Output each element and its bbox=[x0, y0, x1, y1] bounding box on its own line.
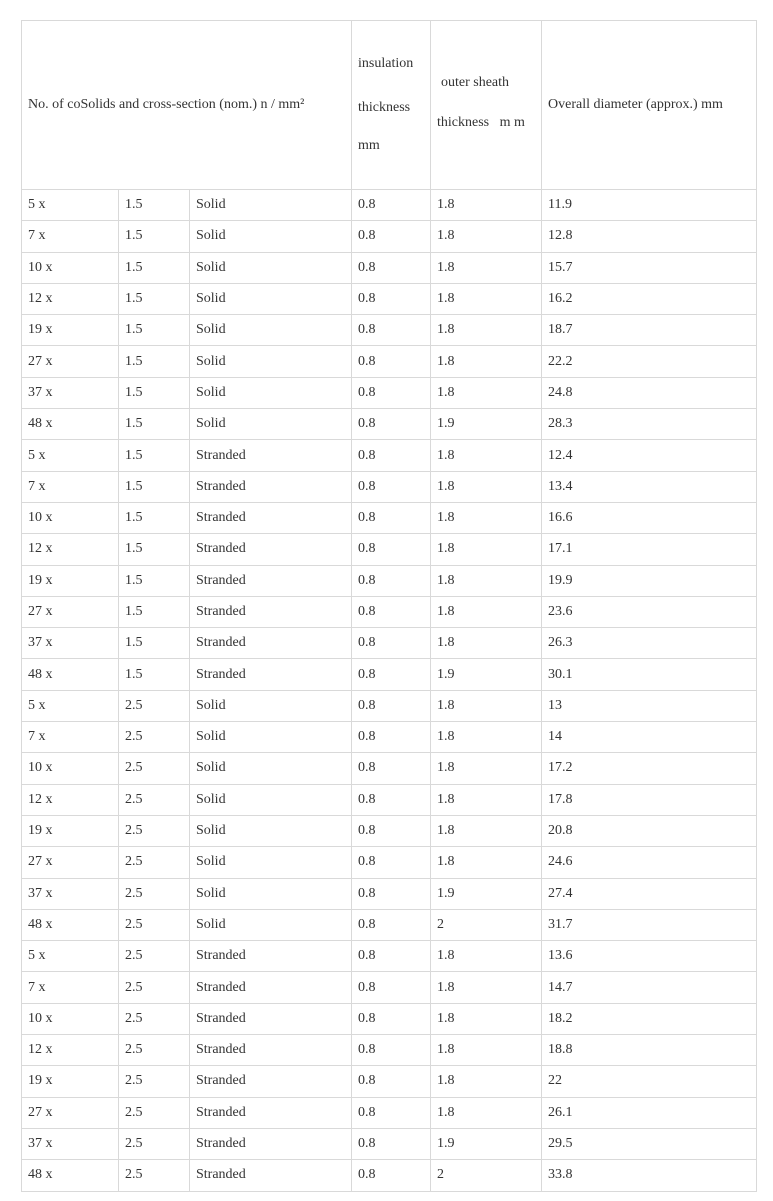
cell-conductor-type: Stranded bbox=[190, 565, 352, 596]
cell-conductor-type: Stranded bbox=[190, 659, 352, 690]
cell-conductor-type: Stranded bbox=[190, 534, 352, 565]
table-row bbox=[22, 1097, 757, 1128]
cell-sheath: 1.8 bbox=[431, 628, 542, 659]
header-cores-cross-section bbox=[22, 21, 352, 190]
cell-insulation: 0.8 bbox=[352, 1066, 431, 1097]
cell-cross-section: 1.5 bbox=[119, 471, 190, 502]
cell-insulation: 0.8 bbox=[352, 377, 431, 408]
cell-diameter: 27.4 bbox=[542, 878, 757, 909]
cell-conductor-type: Solid bbox=[190, 190, 352, 221]
cell-insulation: 0.8 bbox=[352, 596, 431, 627]
table-row bbox=[22, 409, 757, 440]
cell-cross-section: 1.5 bbox=[119, 346, 190, 377]
cell-conductor-type: Stranded bbox=[190, 471, 352, 502]
cell-insulation: 0.8 bbox=[352, 1160, 431, 1191]
cell-conductor-type: Solid bbox=[190, 722, 352, 753]
cell-diameter: 16.6 bbox=[542, 502, 757, 533]
cell-cross-section: 2.5 bbox=[119, 1097, 190, 1128]
table-row bbox=[22, 502, 757, 533]
cell-diameter: 18.8 bbox=[542, 1035, 757, 1066]
cell-sheath: 1.8 bbox=[431, 315, 542, 346]
cell-cores: 48 x bbox=[22, 1160, 119, 1191]
cell-sheath: 1.8 bbox=[431, 1003, 542, 1034]
cell-cores: 5 x bbox=[22, 190, 119, 221]
cell-cores: 10 x bbox=[22, 502, 119, 533]
cell-conductor-type: Stranded bbox=[190, 1128, 352, 1159]
cell-sheath: 2 bbox=[431, 909, 542, 940]
cell-sheath: 1.8 bbox=[431, 596, 542, 627]
cell-sheath: 1.8 bbox=[431, 190, 542, 221]
cell-conductor-type: Stranded bbox=[190, 972, 352, 1003]
cell-cross-section: 2.5 bbox=[119, 1003, 190, 1034]
table-row bbox=[22, 1066, 757, 1097]
cell-cross-section: 1.5 bbox=[119, 221, 190, 252]
cell-cores: 27 x bbox=[22, 847, 119, 878]
cell-conductor-type: Stranded bbox=[190, 628, 352, 659]
cell-conductor-type: Stranded bbox=[190, 502, 352, 533]
cell-conductor-type: Solid bbox=[190, 252, 352, 283]
cell-insulation: 0.8 bbox=[352, 753, 431, 784]
cell-diameter: 22 bbox=[542, 1066, 757, 1097]
cell-diameter: 23.6 bbox=[542, 596, 757, 627]
cell-conductor-type: Solid bbox=[190, 878, 352, 909]
cell-diameter: 13.6 bbox=[542, 941, 757, 972]
cell-sheath: 1.8 bbox=[431, 753, 542, 784]
cell-sheath: 1.8 bbox=[431, 346, 542, 377]
header-insulation-line3: mm bbox=[358, 138, 380, 153]
cell-cores: 7 x bbox=[22, 221, 119, 252]
cell-cross-section: 1.5 bbox=[119, 502, 190, 533]
cell-diameter: 17.2 bbox=[542, 753, 757, 784]
cell-cores: 37 x bbox=[22, 878, 119, 909]
table-row bbox=[22, 534, 757, 565]
cell-cores: 19 x bbox=[22, 1066, 119, 1097]
cell-cores: 10 x bbox=[22, 1003, 119, 1034]
cell-sheath: 1.8 bbox=[431, 221, 542, 252]
cell-conductor-type: Solid bbox=[190, 753, 352, 784]
cell-cores: 48 x bbox=[22, 659, 119, 690]
cell-cross-section: 2.5 bbox=[119, 847, 190, 878]
cell-insulation: 0.8 bbox=[352, 565, 431, 596]
cell-diameter: 13.4 bbox=[542, 471, 757, 502]
cell-conductor-type: Solid bbox=[190, 909, 352, 940]
cell-insulation: 0.8 bbox=[352, 221, 431, 252]
cell-insulation: 0.8 bbox=[352, 972, 431, 1003]
cell-cross-section: 1.5 bbox=[119, 440, 190, 471]
cell-cores: 7 x bbox=[22, 471, 119, 502]
cell-insulation: 0.8 bbox=[352, 909, 431, 940]
table-row bbox=[22, 628, 757, 659]
cell-cores: 37 x bbox=[22, 377, 119, 408]
cell-sheath: 1.8 bbox=[431, 1097, 542, 1128]
cell-diameter: 26.1 bbox=[542, 1097, 757, 1128]
cell-cores: 5 x bbox=[22, 690, 119, 721]
cell-diameter: 18.7 bbox=[542, 315, 757, 346]
table-row bbox=[22, 221, 757, 252]
cell-diameter: 12.4 bbox=[542, 440, 757, 471]
cell-sheath: 2 bbox=[431, 1160, 542, 1191]
cell-sheath: 1.9 bbox=[431, 878, 542, 909]
cell-diameter: 11.9 bbox=[542, 190, 757, 221]
table-row bbox=[22, 1128, 757, 1159]
table-row bbox=[22, 909, 757, 940]
cell-insulation: 0.8 bbox=[352, 815, 431, 846]
cell-insulation: 0.8 bbox=[352, 440, 431, 471]
cell-cores: 12 x bbox=[22, 1035, 119, 1066]
table-row bbox=[22, 690, 757, 721]
cell-cores: 48 x bbox=[22, 909, 119, 940]
cell-cores: 19 x bbox=[22, 815, 119, 846]
cell-diameter: 13 bbox=[542, 690, 757, 721]
table-row bbox=[22, 315, 757, 346]
cell-cross-section: 1.5 bbox=[119, 659, 190, 690]
cell-sheath: 1.8 bbox=[431, 815, 542, 846]
cell-cores: 37 x bbox=[22, 628, 119, 659]
cell-diameter: 28.3 bbox=[542, 409, 757, 440]
header-overall-diameter bbox=[542, 21, 757, 190]
cell-cores: 12 x bbox=[22, 534, 119, 565]
cell-cores: 12 x bbox=[22, 784, 119, 815]
cell-conductor-type: Stranded bbox=[190, 1097, 352, 1128]
cell-sheath: 1.8 bbox=[431, 534, 542, 565]
cell-diameter: 14 bbox=[542, 722, 757, 753]
cell-diameter: 17.1 bbox=[542, 534, 757, 565]
cell-cross-section: 2.5 bbox=[119, 941, 190, 972]
cell-cross-section: 1.5 bbox=[119, 596, 190, 627]
cell-sheath: 1.8 bbox=[431, 941, 542, 972]
cell-insulation: 0.8 bbox=[352, 784, 431, 815]
cell-sheath: 1.8 bbox=[431, 283, 542, 314]
cell-cores: 5 x bbox=[22, 440, 119, 471]
table-row bbox=[22, 1035, 757, 1066]
cell-cores: 12 x bbox=[22, 283, 119, 314]
cell-insulation: 0.8 bbox=[352, 847, 431, 878]
cell-cross-section: 2.5 bbox=[119, 909, 190, 940]
table-row bbox=[22, 941, 757, 972]
cell-cross-section: 2.5 bbox=[119, 690, 190, 721]
cell-sheath: 1.8 bbox=[431, 1066, 542, 1097]
cell-cores: 10 x bbox=[22, 252, 119, 283]
cell-cross-section: 1.5 bbox=[119, 628, 190, 659]
cell-insulation: 0.8 bbox=[352, 722, 431, 753]
cell-diameter: 14.7 bbox=[542, 972, 757, 1003]
cell-cores: 27 x bbox=[22, 596, 119, 627]
cell-cross-section: 2.5 bbox=[119, 1128, 190, 1159]
table-row bbox=[22, 847, 757, 878]
cell-insulation: 0.8 bbox=[352, 502, 431, 533]
cell-sheath: 1.9 bbox=[431, 1128, 542, 1159]
cell-diameter: 24.6 bbox=[542, 847, 757, 878]
header-outer-sheath-thickness bbox=[431, 21, 542, 190]
cell-sheath: 1.8 bbox=[431, 377, 542, 408]
table-row bbox=[22, 659, 757, 690]
cell-conductor-type: Solid bbox=[190, 847, 352, 878]
table-row bbox=[22, 815, 757, 846]
cell-conductor-type: Stranded bbox=[190, 1035, 352, 1066]
cell-cross-section: 1.5 bbox=[119, 377, 190, 408]
header-sheath-line2: thickness m m bbox=[437, 115, 525, 130]
cell-sheath: 1.8 bbox=[431, 722, 542, 753]
cell-conductor-type: Stranded bbox=[190, 941, 352, 972]
header-insulation-thickness bbox=[352, 21, 431, 190]
cable-spec-table bbox=[21, 20, 757, 1192]
cell-insulation: 0.8 bbox=[352, 252, 431, 283]
cell-cross-section: 2.5 bbox=[119, 1160, 190, 1191]
cell-diameter: 30.1 bbox=[542, 659, 757, 690]
cell-insulation: 0.8 bbox=[352, 1097, 431, 1128]
cell-cross-section: 2.5 bbox=[119, 1035, 190, 1066]
cell-cross-section: 1.5 bbox=[119, 565, 190, 596]
table-row bbox=[22, 190, 757, 221]
cell-insulation: 0.8 bbox=[352, 1003, 431, 1034]
table-row bbox=[22, 1003, 757, 1034]
cell-insulation: 0.8 bbox=[352, 534, 431, 565]
cell-cores: 27 x bbox=[22, 346, 119, 377]
table-row bbox=[22, 722, 757, 753]
cell-diameter: 31.7 bbox=[542, 909, 757, 940]
cell-cross-section: 1.5 bbox=[119, 409, 190, 440]
cell-cores: 27 x bbox=[22, 1097, 119, 1128]
cell-diameter: 26.3 bbox=[542, 628, 757, 659]
cell-insulation: 0.8 bbox=[352, 628, 431, 659]
cell-cores: 7 x bbox=[22, 972, 119, 1003]
table-row bbox=[22, 972, 757, 1003]
cell-diameter: 17.8 bbox=[542, 784, 757, 815]
cell-insulation: 0.8 bbox=[352, 190, 431, 221]
table-row bbox=[22, 440, 757, 471]
cell-diameter: 15.7 bbox=[542, 252, 757, 283]
header-cores-cross-section-text: No. of coSolids and cross-section (nom.) n / mm² bbox=[28, 97, 305, 112]
cell-insulation: 0.8 bbox=[352, 283, 431, 314]
cell-insulation: 0.8 bbox=[352, 409, 431, 440]
table-row bbox=[22, 784, 757, 815]
cell-conductor-type: Solid bbox=[190, 815, 352, 846]
cell-sheath: 1.8 bbox=[431, 847, 542, 878]
cell-cross-section: 2.5 bbox=[119, 722, 190, 753]
cell-sheath: 1.8 bbox=[431, 252, 542, 283]
cell-insulation: 0.8 bbox=[352, 1128, 431, 1159]
cell-sheath: 1.8 bbox=[431, 784, 542, 815]
cell-insulation: 0.8 bbox=[352, 471, 431, 502]
table-row bbox=[22, 283, 757, 314]
cell-insulation: 0.8 bbox=[352, 1035, 431, 1066]
cell-sheath: 1.8 bbox=[431, 471, 542, 502]
header-insulation-line2: thickness bbox=[358, 100, 411, 115]
cell-cross-section: 1.5 bbox=[119, 252, 190, 283]
cell-conductor-type: Stranded bbox=[190, 596, 352, 627]
cell-cross-section: 2.5 bbox=[119, 972, 190, 1003]
cell-cores: 5 x bbox=[22, 941, 119, 972]
cell-cross-section: 2.5 bbox=[119, 784, 190, 815]
cell-sheath: 1.8 bbox=[431, 440, 542, 471]
table-row bbox=[22, 753, 757, 784]
cell-cross-section: 2.5 bbox=[119, 815, 190, 846]
cell-conductor-type: Stranded bbox=[190, 440, 352, 471]
cell-diameter: 20.8 bbox=[542, 815, 757, 846]
cell-cross-section: 1.5 bbox=[119, 315, 190, 346]
table-row bbox=[22, 565, 757, 596]
cell-diameter: 16.2 bbox=[542, 283, 757, 314]
cell-conductor-type: Solid bbox=[190, 377, 352, 408]
table-row bbox=[22, 377, 757, 408]
cell-cores: 10 x bbox=[22, 753, 119, 784]
cell-conductor-type: Solid bbox=[190, 315, 352, 346]
cell-cores: 19 x bbox=[22, 565, 119, 596]
header-sheath-line1: outer sheath bbox=[441, 75, 510, 90]
cell-conductor-type: Stranded bbox=[190, 1066, 352, 1097]
cell-sheath: 1.8 bbox=[431, 972, 542, 1003]
cell-insulation: 0.8 bbox=[352, 878, 431, 909]
cell-conductor-type: Solid bbox=[190, 221, 352, 252]
cell-cores: 48 x bbox=[22, 409, 119, 440]
table-header-row bbox=[22, 21, 757, 190]
cell-cores: 19 x bbox=[22, 315, 119, 346]
table-row bbox=[22, 596, 757, 627]
cell-diameter: 19.9 bbox=[542, 565, 757, 596]
cell-insulation: 0.8 bbox=[352, 315, 431, 346]
header-insulation-line1: insulation bbox=[358, 56, 414, 71]
cell-conductor-type: Stranded bbox=[190, 1160, 352, 1191]
cell-diameter: 29.5 bbox=[542, 1128, 757, 1159]
cell-insulation: 0.8 bbox=[352, 690, 431, 721]
cell-cores: 7 x bbox=[22, 722, 119, 753]
cell-conductor-type: Solid bbox=[190, 784, 352, 815]
cell-insulation: 0.8 bbox=[352, 346, 431, 377]
cell-cores: 37 x bbox=[22, 1128, 119, 1159]
cell-cross-section: 1.5 bbox=[119, 283, 190, 314]
cell-conductor-type: Solid bbox=[190, 283, 352, 314]
cell-insulation: 0.8 bbox=[352, 659, 431, 690]
table-row bbox=[22, 252, 757, 283]
cell-conductor-type: Solid bbox=[190, 690, 352, 721]
cell-diameter: 24.8 bbox=[542, 377, 757, 408]
cell-conductor-type: Solid bbox=[190, 346, 352, 377]
cell-cross-section: 1.5 bbox=[119, 190, 190, 221]
cell-diameter: 18.2 bbox=[542, 1003, 757, 1034]
cell-sheath: 1.8 bbox=[431, 565, 542, 596]
cell-sheath: 1.8 bbox=[431, 690, 542, 721]
cell-cross-section: 2.5 bbox=[119, 878, 190, 909]
cell-cross-section: 2.5 bbox=[119, 753, 190, 784]
cell-insulation: 0.8 bbox=[352, 941, 431, 972]
header-diameter-text: Overall diameter (approx.) mm bbox=[548, 97, 723, 112]
table-row bbox=[22, 346, 757, 377]
cell-diameter: 22.2 bbox=[542, 346, 757, 377]
cell-conductor-type: Stranded bbox=[190, 1003, 352, 1034]
table-row bbox=[22, 1160, 757, 1191]
table-row bbox=[22, 878, 757, 909]
cell-sheath: 1.9 bbox=[431, 409, 542, 440]
cell-cross-section: 2.5 bbox=[119, 1066, 190, 1097]
table-row bbox=[22, 471, 757, 502]
cell-sheath: 1.8 bbox=[431, 1035, 542, 1066]
cell-cross-section: 1.5 bbox=[119, 534, 190, 565]
cell-diameter: 12.8 bbox=[542, 221, 757, 252]
cell-conductor-type: Solid bbox=[190, 409, 352, 440]
cell-sheath: 1.9 bbox=[431, 659, 542, 690]
cell-sheath: 1.8 bbox=[431, 502, 542, 533]
cell-diameter: 33.8 bbox=[542, 1160, 757, 1191]
